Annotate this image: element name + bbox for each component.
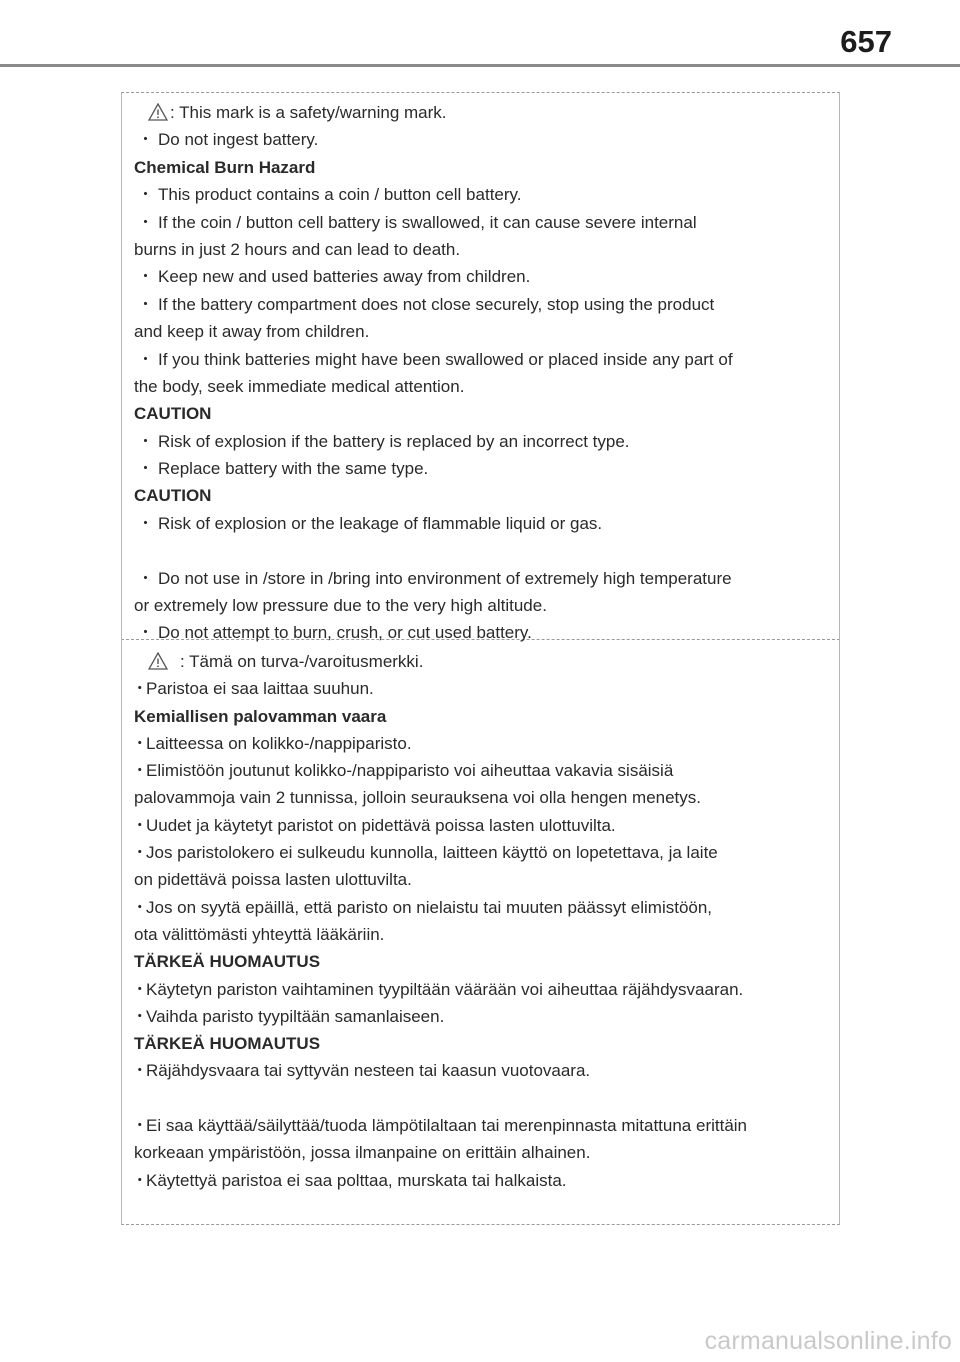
bullet-mark: ・ xyxy=(137,267,154,287)
bullet-mark: ･ xyxy=(135,1116,144,1136)
line-text: or extremely low pressure due to the very high altitude. xyxy=(134,596,547,616)
english-line-bullet xyxy=(134,263,733,290)
finnish-line-bullet xyxy=(134,812,747,839)
english-line-cont xyxy=(134,592,733,619)
english-line-icon xyxy=(134,99,733,126)
line-text: Ei saa käyttää/säilyttää/tuoda lämpötilaltaan tai merenpinnasta mitattuna erittäin xyxy=(146,1116,748,1136)
line-text: TÄRKEÄ HUOMAUTUS xyxy=(134,1034,321,1054)
line-text: : Tämä on turva-/varoitusmerkki. xyxy=(180,652,424,671)
bullet-mark: ･ xyxy=(135,733,144,753)
english-line-cont xyxy=(134,373,733,400)
line-text: Elimistöön joutunut kolikko-/nappiparisto voi aiheuttaa vakavia sisäisiä xyxy=(146,761,674,781)
header-rule xyxy=(0,64,960,67)
page-number: 657 xyxy=(840,24,892,59)
line-text: Vaihda paristo tyypiltään samanlaiseen. xyxy=(146,1006,445,1026)
finnish-line-bullet xyxy=(134,976,747,1003)
line-text: ota välittömästi yhteyttä lääkäriin. xyxy=(134,924,385,944)
line-text: the body, seek immediate medical attention. xyxy=(134,376,465,396)
bullet-mark: ･ xyxy=(135,897,144,917)
bullet-mark: ・ xyxy=(137,349,154,369)
line-text: Kemiallisen palovamman vaara xyxy=(134,706,387,726)
line-text: Do not ingest battery. xyxy=(158,130,319,150)
line-text: : This mark is a safety/warning mark. xyxy=(170,103,447,122)
english-line-cont xyxy=(134,318,733,345)
bullet-mark: ･ xyxy=(135,979,144,999)
bullet-mark: ・ xyxy=(137,294,154,314)
english-line-bullet xyxy=(134,428,733,455)
finnish-line-cont xyxy=(134,1139,747,1166)
line-text: Risk of explosion if the battery is replaced by an incorrect type. xyxy=(158,431,630,451)
line-text: If the battery compartment does not close securely, stop using the product xyxy=(158,294,715,314)
english-line-bullet xyxy=(134,126,733,153)
bullet-mark: ・ xyxy=(137,513,154,533)
watermark: carmanualsonline.info xyxy=(704,1327,952,1355)
line-text: korkeaan ympäristöön, jossa ilmanpaine on erittäin alhainen. xyxy=(134,1143,591,1163)
line-text: Uudet ja käytetyt paristot on pidettävä poissa lasten ulottuvilta. xyxy=(146,815,616,835)
english-line-heading xyxy=(134,400,733,427)
finnish-line-bullet xyxy=(134,1003,747,1030)
finnish-warning-box xyxy=(121,638,840,1225)
line-text: Keep new and used batteries away from children. xyxy=(158,267,531,287)
line-text: Do not use in /store in /bring into environment of extremely high temperature xyxy=(158,568,732,588)
line-text: If the coin / button cell battery is swallowed, it can cause severe internal xyxy=(158,212,697,232)
finnish-line-bullet xyxy=(134,1112,747,1139)
line-text: Chemical Burn Hazard xyxy=(134,157,316,177)
finnish-line-heading xyxy=(134,703,747,730)
english-line-cont xyxy=(134,236,733,263)
finnish-line-bullet xyxy=(134,894,747,921)
line-text: burns in just 2 hours and can lead to death. xyxy=(134,239,461,259)
line-text: This product contains a coin / button cell battery. xyxy=(158,185,522,205)
line-text: Do not attempt to burn, crush, or cut used battery. xyxy=(158,623,532,643)
finnish-line-cont xyxy=(134,921,747,948)
english-line-heading xyxy=(134,482,733,509)
finnish-line-bullet xyxy=(134,1057,747,1084)
finnish-line-bullet xyxy=(134,839,747,866)
bullet-mark: ・ xyxy=(137,431,154,451)
line-text: palovammoja vain 2 tunnissa, jolloin seurauksena voi olla hengen menetys. xyxy=(134,788,702,808)
finnish-line-bullet xyxy=(134,757,747,784)
finnish-line-spacer xyxy=(134,1085,747,1112)
finnish-line-icon xyxy=(134,648,747,675)
line-text: Jos paristolokero ei sulkeudu kunnolla, laitteen käyttö on lopetettava, ja laite xyxy=(146,843,718,863)
line-text: Räjähdysvaara tai syttyvän nesteen tai kaasun vuotovaara. xyxy=(146,1061,591,1081)
line-text: Replace battery with the same type. xyxy=(158,459,429,479)
english-line-heading xyxy=(134,154,733,181)
bullet-mark: ・ xyxy=(137,623,154,643)
line-text: on pidettävä poissa lasten ulottuvilta. xyxy=(134,870,412,890)
line-text: Käytettyä paristoa ei saa polttaa, murskata tai halkaista. xyxy=(146,1170,567,1190)
english-line-bullet xyxy=(134,565,733,592)
line-text: If you think batteries might have been swallowed or placed inside any part of xyxy=(158,349,733,369)
bullet-mark: ･ xyxy=(135,679,144,699)
bullet-mark: ･ xyxy=(135,815,144,835)
finnish-line-cont xyxy=(134,866,747,893)
english-line-spacer xyxy=(134,537,733,564)
warning-triangle-icon xyxy=(148,102,168,129)
bullet-mark: ･ xyxy=(135,1006,144,1026)
finnish-line-cont xyxy=(134,784,747,811)
bullet-mark: ･ xyxy=(135,761,144,781)
line-text: and keep it away from children. xyxy=(134,322,370,342)
bullet-mark: ・ xyxy=(137,130,154,150)
english-warning-box xyxy=(121,92,840,643)
finnish-warning-lines xyxy=(134,648,747,1194)
bullet-mark: ・ xyxy=(137,459,154,479)
line-text: Jos on syytä epäillä, että paristo on nielaistu tai muuten päässyt elimistöön, xyxy=(146,897,713,917)
line-text: Käytetyn pariston vaihtaminen tyypiltään väärään voi aiheuttaa räjähdysvaaran. xyxy=(146,979,744,999)
english-line-bullet xyxy=(134,346,733,373)
line-text: Laitteessa on kolikko-/nappiparisto. xyxy=(146,733,412,753)
english-line-bullet xyxy=(134,181,733,208)
warning-triangle-icon xyxy=(148,651,168,678)
english-line-bullet xyxy=(134,209,733,236)
bullet-mark: ・ xyxy=(137,568,154,588)
finnish-line-bullet xyxy=(134,675,747,702)
bullet-mark: ･ xyxy=(135,1170,144,1190)
finnish-line-bullet xyxy=(134,730,747,757)
bullet-mark: ･ xyxy=(135,843,144,863)
finnish-line-heading xyxy=(134,948,747,975)
line-text: Risk of explosion or the leakage of flammable liquid or gas. xyxy=(158,513,603,533)
bullet-mark: ・ xyxy=(137,212,154,232)
line-text: CAUTION xyxy=(134,486,212,506)
line-text: Paristoa ei saa laittaa suuhun. xyxy=(146,679,374,699)
finnish-line-bullet xyxy=(134,1167,747,1194)
line-text: CAUTION xyxy=(134,404,212,424)
bullet-mark: ･ xyxy=(135,1061,144,1081)
line-text: TÄRKEÄ HUOMAUTUS xyxy=(134,952,321,972)
finnish-line-heading xyxy=(134,1030,747,1057)
english-line-bullet xyxy=(134,455,733,482)
english-line-bullet xyxy=(134,291,733,318)
english-line-bullet xyxy=(134,510,733,537)
english-warning-lines xyxy=(134,99,733,647)
bullet-mark: ・ xyxy=(137,185,154,205)
